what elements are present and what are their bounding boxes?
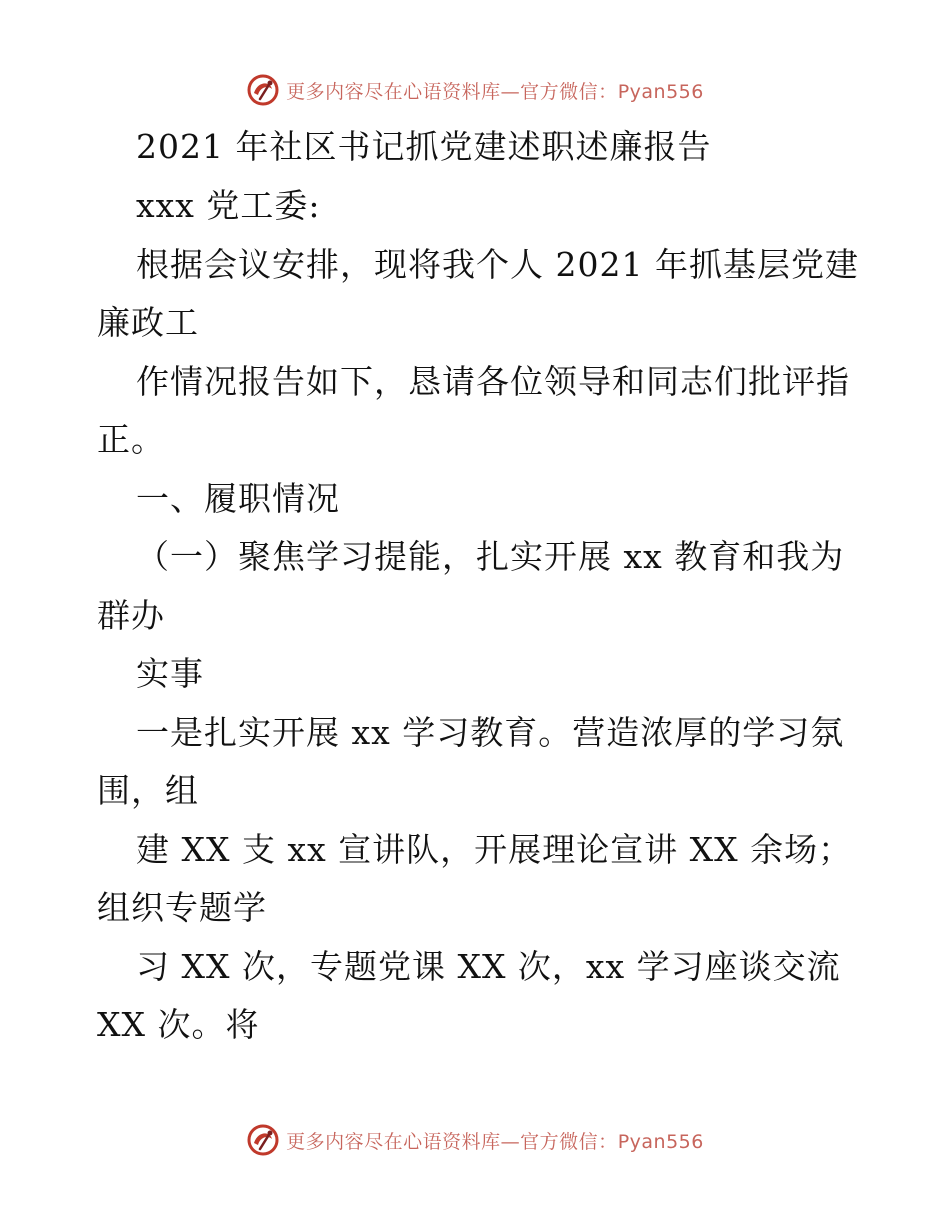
doc-line: 根据会议安排，现将我个人 2021 年抓基层党建 xyxy=(136,245,859,284)
doc-line: 围，组 xyxy=(97,771,199,810)
section-heading: 一、履职情况 xyxy=(136,479,340,518)
doc-title: 2021 年社区书记抓党建述职述廉报告 xyxy=(136,127,712,166)
subsection-heading: （一）聚焦学习提能，扎实开展 xx 教育和我为 xyxy=(136,537,845,576)
watermark-separator: — xyxy=(500,1130,521,1153)
watermark-text xyxy=(286,1127,704,1154)
watermark-group xyxy=(246,1123,704,1157)
doc-line: 一是扎实开展 xx 学习教育。营造浓厚的学习氛 xyxy=(136,713,845,752)
watermark-handle: Pyan556 xyxy=(617,1130,704,1153)
doc-line: 建 XX 支 xx 宣讲队，开展理论宣讲 XX 余场； xyxy=(136,830,853,869)
watermark-separator: — xyxy=(500,80,521,103)
watermark-cn: 更多内容尽在心语资料库 xyxy=(286,80,501,103)
doc-line: 组织专题学 xyxy=(97,888,267,927)
watermark-wechat: 官方微信： xyxy=(520,80,618,103)
doc-line: 作情况报告如下，恳请各位领导和同志们批评指 xyxy=(136,362,850,401)
doc-line: 廉政工 xyxy=(97,303,199,342)
doc-line: 实事 xyxy=(136,654,204,693)
watermark-cn: 更多内容尽在心语资料库 xyxy=(286,1130,501,1153)
doc-line: 群办 xyxy=(97,596,165,635)
watermark-wechat: 官方微信： xyxy=(520,1130,618,1153)
doc-line: XX 次。将 xyxy=(97,1005,260,1044)
red-swirl-logo-icon xyxy=(246,1123,280,1157)
footer-watermark xyxy=(0,1120,950,1160)
doc-line: 正。 xyxy=(97,420,165,459)
doc-line: 习 XX 次，专题党课 XX 次，xx 学习座谈交流 xyxy=(136,947,841,986)
watermark-handle: Pyan556 xyxy=(617,80,704,103)
doc-salutation: xxx 党工委: xyxy=(136,186,321,225)
